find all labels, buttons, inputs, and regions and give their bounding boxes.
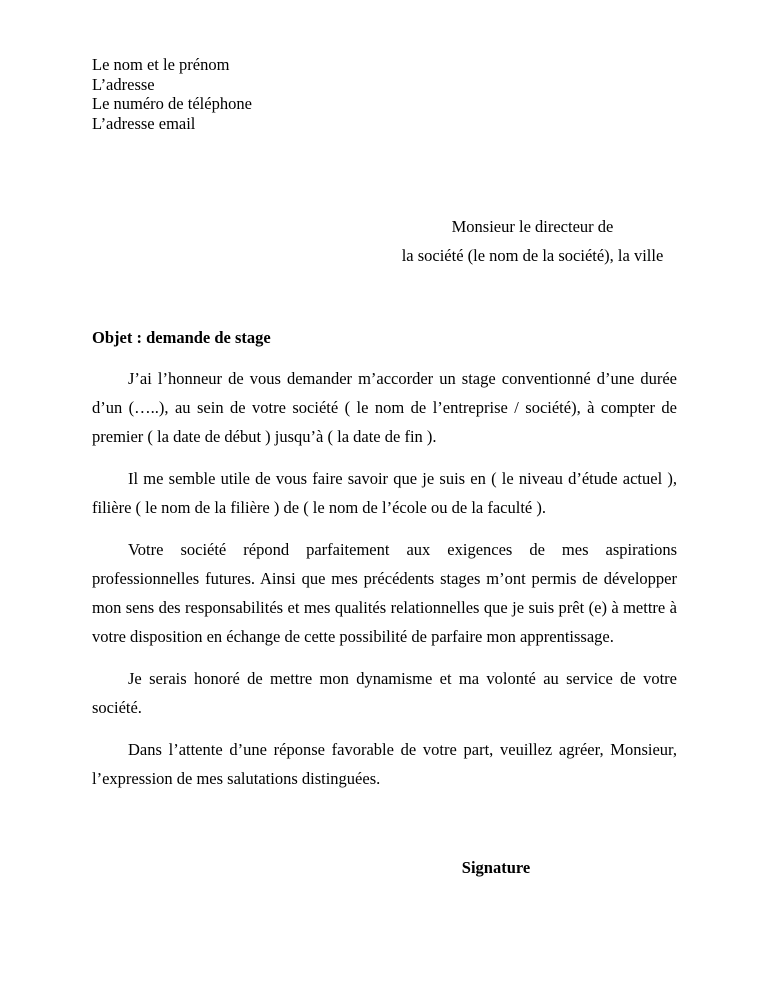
- recipient-line-title: Monsieur le directeur de: [451, 217, 614, 236]
- signature-label: Signature: [461, 858, 531, 877]
- body-paragraph: J’ai l’honneur de vous demander m’accorder un stage conventionné d’une durée d’un (…..), au sein de votre société ( le nom de l’entreprise / société), à compter de premier ( la date de début ) jusqu’à ( la date de fin ).: [92, 369, 677, 446]
- body-paragraph: Il me semble utile de vous faire savoir que je suis en ( le niveau d’étude actuel ), filière ( le nom de la filière ) de ( le nom de l’école ou de la faculté ).: [92, 469, 677, 517]
- sender-line-name: Le nom et le prénom: [92, 55, 230, 74]
- sender-line-address: L’adresse: [92, 74, 155, 94]
- body-paragraph: Dans l’attente d’une réponse favorable de votre part, veuillez agréer, Monsieur, l’expression de mes salutations distinguées.: [92, 740, 677, 788]
- sender-line-phone: Le numéro de téléphone: [92, 94, 252, 114]
- recipient-line-company: la société (le nom de la société), la ville: [401, 246, 664, 265]
- recipient-address-block: [388, 212, 677, 270]
- body-paragraph: Votre société répond parfaitement aux exigences de mes aspirations professionnelles futures. Ainsi que mes précédents stages m’ont permis de développer mon sens des responsabilités et mes qualités relationnelles que je suis prêt (e) à mettre à votre disposition en échange de cette possibilité de parfaire mon apprentissage.: [92, 540, 677, 646]
- letter-body: [92, 364, 677, 793]
- body-paragraph: Je serais honoré de mettre mon dynamisme et ma volonté au service de votre société.: [92, 669, 677, 717]
- subject-line: Objet : demande de stage: [92, 328, 271, 347]
- sender-line-email: L’adresse email: [92, 113, 196, 133]
- sender-address-block: [92, 55, 512, 133]
